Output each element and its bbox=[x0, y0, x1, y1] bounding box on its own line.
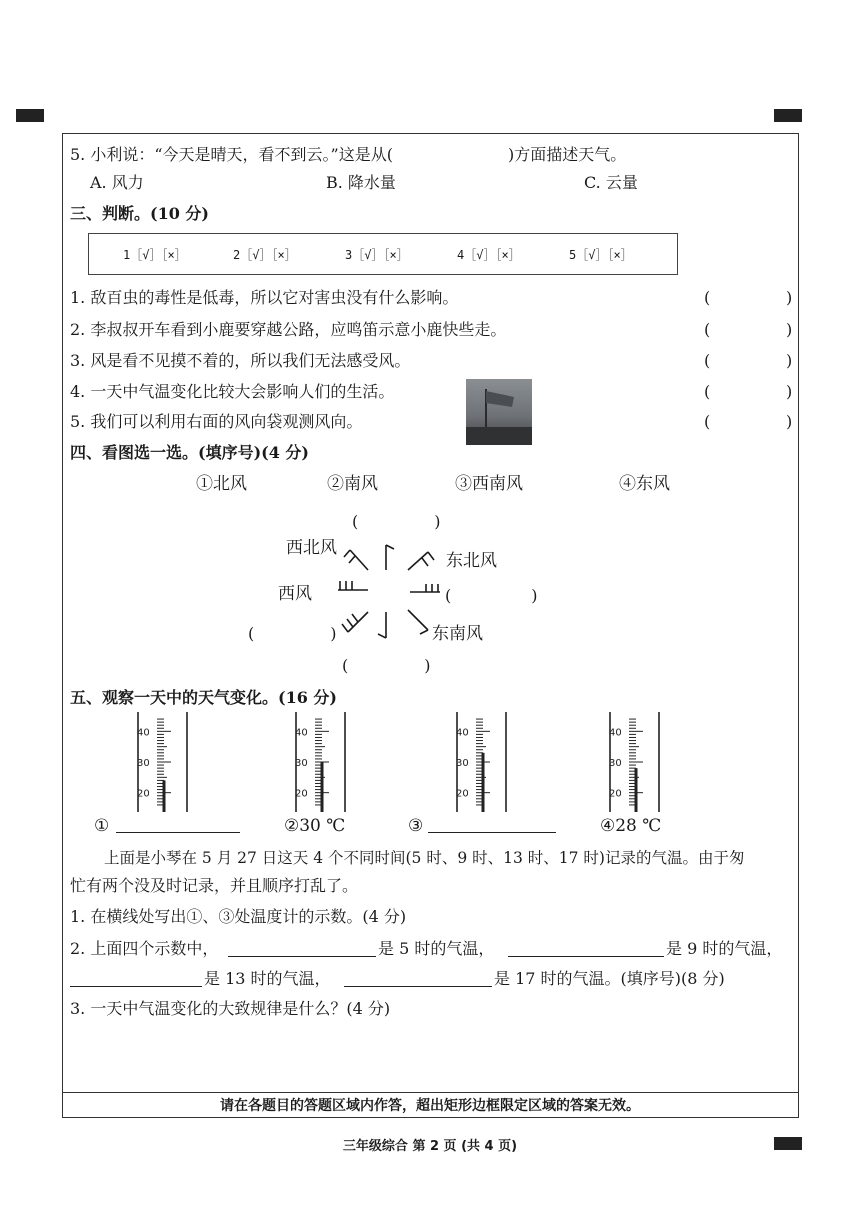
sub-question-2-a: 2. 上面四个示数中， bbox=[70, 939, 219, 958]
thermometer-tick-label: 40 bbox=[609, 727, 622, 739]
registration-mark-top-right bbox=[774, 109, 802, 122]
thermometer-tick-label: 20 bbox=[295, 788, 308, 800]
registration-mark-top-left bbox=[16, 109, 44, 122]
thermometer-tick-label: 40 bbox=[295, 727, 308, 739]
judge-item-2: 2. 李叔叔开车看到小鹿要穿越公路，应鸣笛示意小鹿快些走。 bbox=[70, 320, 507, 339]
thermometer-tick-label: 20 bbox=[137, 788, 150, 800]
sub-question-2-c: 是 9 时的气温， bbox=[666, 939, 783, 958]
footer-notice: 请在各题目的答题区域内作答，超出矩形边框限定区域的答案无效。 bbox=[220, 1098, 640, 1114]
q5-option-c: C. 云量 bbox=[584, 173, 638, 192]
label-southeast: 东南风 bbox=[432, 624, 483, 644]
q5-stem-end: )方面描述天气。 bbox=[508, 145, 627, 164]
section3-title: 三、判断。(10 分) bbox=[70, 204, 209, 223]
thermometer-answer-1[interactable] bbox=[116, 832, 240, 833]
section5-title: 五、观察一天中的天气变化。(16 分) bbox=[70, 688, 337, 707]
judge-item-5: 5. 我们可以利用右面的风向袋观测风向。 bbox=[70, 412, 363, 431]
choice-1: ①北风 bbox=[196, 474, 247, 494]
blank-17h[interactable] bbox=[344, 986, 492, 987]
judge-item-3: 3. 风是看不见摸不着的，所以我们无法感受风。 bbox=[70, 351, 411, 370]
description-line-2: 忙有两个没及时记录，并且顺序打乱了。 bbox=[70, 876, 359, 895]
judge-answer-open-5[interactable]: ( bbox=[704, 412, 711, 431]
thermometer-tick-label: 30 bbox=[137, 758, 150, 769]
judge-answer-close-1: ) bbox=[786, 288, 793, 307]
judge-answer-open-3[interactable]: ( bbox=[704, 351, 711, 370]
thermometer-3 bbox=[454, 712, 514, 812]
answer-sheet-item-4[interactable]: 4［√］［×］ bbox=[457, 248, 521, 262]
judge-item-1: 1. 敌百虫的毒性是低毒，所以它对害虫没有什么影响。 bbox=[70, 288, 459, 307]
thermometer-tick-label: 40 bbox=[456, 727, 469, 739]
sub-question-3: 3. 一天中气温变化的大致规律是什么？(4 分) bbox=[70, 999, 391, 1018]
answer-area-q3[interactable] bbox=[64, 1024, 796, 1090]
thermometer-label-4: ④28 ℃ bbox=[600, 816, 662, 836]
wind-direction-symbols bbox=[320, 530, 450, 650]
thermometer-tick-label: 30 bbox=[456, 758, 469, 769]
choice-4: ④东风 bbox=[619, 474, 670, 494]
thermometer-tick-label: 40 bbox=[137, 727, 150, 739]
label-northeast: 东北风 bbox=[446, 551, 497, 571]
blank-13h[interactable] bbox=[70, 986, 202, 987]
blank-9h[interactable] bbox=[508, 956, 664, 957]
answer-blank-east[interactable]: ( ) bbox=[445, 586, 538, 605]
thermometer-tick-label: 30 bbox=[609, 758, 622, 769]
q5-option-a: A. 风力 bbox=[90, 173, 144, 192]
label-west: 西风 bbox=[278, 584, 312, 604]
answer-sheet-item-5[interactable]: 5［√］［×］ bbox=[569, 248, 633, 262]
thermometer-liquid bbox=[163, 780, 166, 812]
sub-question-1: 1. 在横线处写出①、③处温度计的示数。(4 分) bbox=[70, 907, 407, 926]
thermometer-liquid bbox=[482, 753, 485, 812]
description-line-1: 上面是小琴在 5 月 27 日这天 4 个不同时间(5 时、9 时、13 时、17 时)记录的气温。由于匆 bbox=[104, 849, 745, 867]
thermometer-label-1: ① bbox=[94, 816, 110, 836]
thermometer-liquid bbox=[321, 762, 324, 812]
judge-answer-close-4: ) bbox=[786, 382, 793, 401]
section4-title: 四、看图选一选。(填序号)(4 分) bbox=[70, 443, 309, 462]
wind-symbol-southeast bbox=[408, 610, 428, 630]
wind-symbol-northwest bbox=[350, 550, 368, 570]
sub-question-2-d: 是 13 时的气温， bbox=[204, 969, 331, 988]
thermometer-4 bbox=[607, 712, 667, 812]
answer-blank-south[interactable]: ( ) bbox=[342, 656, 431, 675]
answer-sheet-item-1[interactable]: 1［√］［×］ bbox=[123, 248, 187, 262]
label-northwest: 西北风 bbox=[286, 538, 337, 558]
q5-option-b: B. 降水量 bbox=[326, 173, 396, 192]
choice-3: ③西南风 bbox=[455, 474, 523, 494]
blank-5h[interactable] bbox=[228, 956, 376, 957]
wind-sock-photo bbox=[466, 379, 532, 445]
choice-2: ②南风 bbox=[327, 474, 378, 494]
judge-answer-open-2[interactable]: ( bbox=[704, 320, 711, 339]
judge-item-4: 4. 一天中气温变化比较大会影响人们的生活。 bbox=[70, 382, 395, 401]
answer-blank-north[interactable]: ( ) bbox=[352, 512, 441, 531]
judge-answer-open-1[interactable]: ( bbox=[704, 288, 711, 307]
thermometer-tick-label: 20 bbox=[456, 788, 469, 800]
judge-answer-close-2: ) bbox=[786, 320, 793, 339]
answer-sheet-item-2[interactable]: 2［√］［×］ bbox=[233, 248, 297, 262]
answer-sheet bbox=[88, 233, 678, 275]
judge-answer-close-3: ) bbox=[786, 351, 793, 370]
sub-question-2-e: 是 17 时的气温。(填序号)(8 分) bbox=[494, 969, 725, 988]
thermometer-label-2: ②30 ℃ bbox=[284, 816, 346, 836]
thermometer-liquid bbox=[635, 768, 638, 812]
thermometer-label-3: ③ bbox=[408, 816, 424, 836]
judge-answer-close-5: ) bbox=[786, 412, 793, 431]
thermometer-tick-label: 30 bbox=[295, 758, 308, 769]
page-number: 三年级综合 第 2 页 (共 4 页) bbox=[342, 1139, 518, 1154]
answer-sheet-item-3[interactable]: 3［√］［×］ bbox=[345, 248, 409, 262]
thermometer-1 bbox=[135, 712, 195, 812]
judge-answer-open-4[interactable]: ( bbox=[704, 382, 711, 401]
thermometer-2 bbox=[293, 712, 353, 812]
thermometer-tick-label: 20 bbox=[609, 788, 622, 800]
sub-question-2-b: 是 5 时的气温， bbox=[378, 939, 495, 958]
thermometer-answer-3[interactable] bbox=[428, 832, 556, 833]
q5-stem: 5. 小利说：“今天是晴天，看不到云。”这是从( bbox=[70, 145, 393, 164]
answer-blank-southwest[interactable]: ( ) bbox=[248, 624, 337, 643]
